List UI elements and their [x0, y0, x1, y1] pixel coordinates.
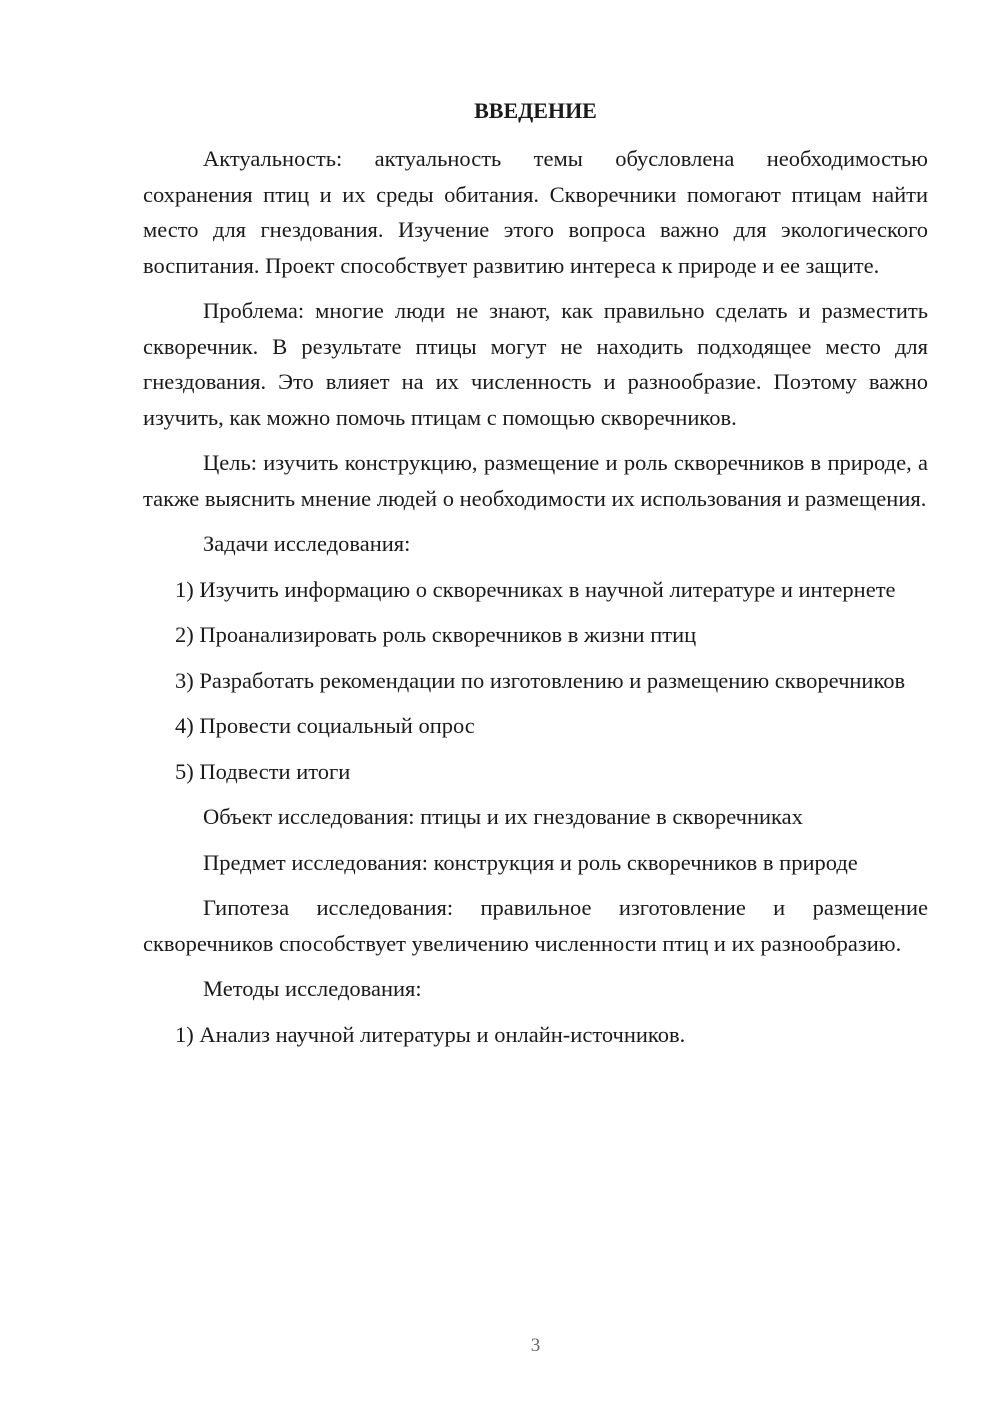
- task-item: 1) Изучить информацию о скворечниках в научной литературе и интернете: [175, 576, 896, 602]
- paragraph-goal: Цель: изучить конструкцию, размещение и роль скворечников в природе, а также выяснить мнение людей о необходимости их использования и размещения.: [143, 450, 928, 511]
- task-item: 4) Провести социальный опрос: [175, 713, 475, 738]
- page-number: 3: [530, 1335, 541, 1356]
- document-body: [143, 141, 928, 1062]
- paragraph-hypothesis: Гипотеза исследования: правильное изготовление и размещение скворечников способствует увеличению численности птиц и их разнообразию.: [143, 895, 928, 956]
- section-title: ВВЕДЕНИЕ: [474, 98, 597, 123]
- paragraph-relevance: Актуальность: актуальность темы обусловлена необходимостью сохранения птиц и их среды обитания. Скворечники помогают птицам найти место для гнездования. Изучение этого вопроса важно для экологического воспитания. Проект способствует развитию интереса к природе и ее защите.: [143, 146, 928, 278]
- task-item: 3) Разработать рекомендации по изготовлению и размещению скворечников: [175, 667, 906, 693]
- paragraph-object: Объект исследования: птицы и их гнездование в скворечниках: [203, 804, 803, 829]
- document-page: [143, 0, 928, 1414]
- method-item: 1) Анализ научной литературы и онлайн-источников.: [175, 1021, 686, 1047]
- tasks-heading: Задачи исследования:: [203, 531, 411, 556]
- paragraph-problem: Проблема: многие люди не знают, как правильно сделать и разместить скворечник. В результате птицы могут не находить подходящее место для гнездования. Это влияет на их численность и разнообразие. Поэтому важно изучить, как можно помочь птицам с помощью скворечников.: [143, 298, 928, 430]
- paragraph-subject: Предмет исследования: конструкция и роль скворечников в природе: [203, 849, 858, 875]
- methods-heading: Методы исследования:: [203, 976, 422, 1001]
- task-item: 5) Подвести итоги: [175, 758, 351, 784]
- task-item: 2) Проанализировать роль скворечников в жизни птиц: [175, 622, 697, 647]
